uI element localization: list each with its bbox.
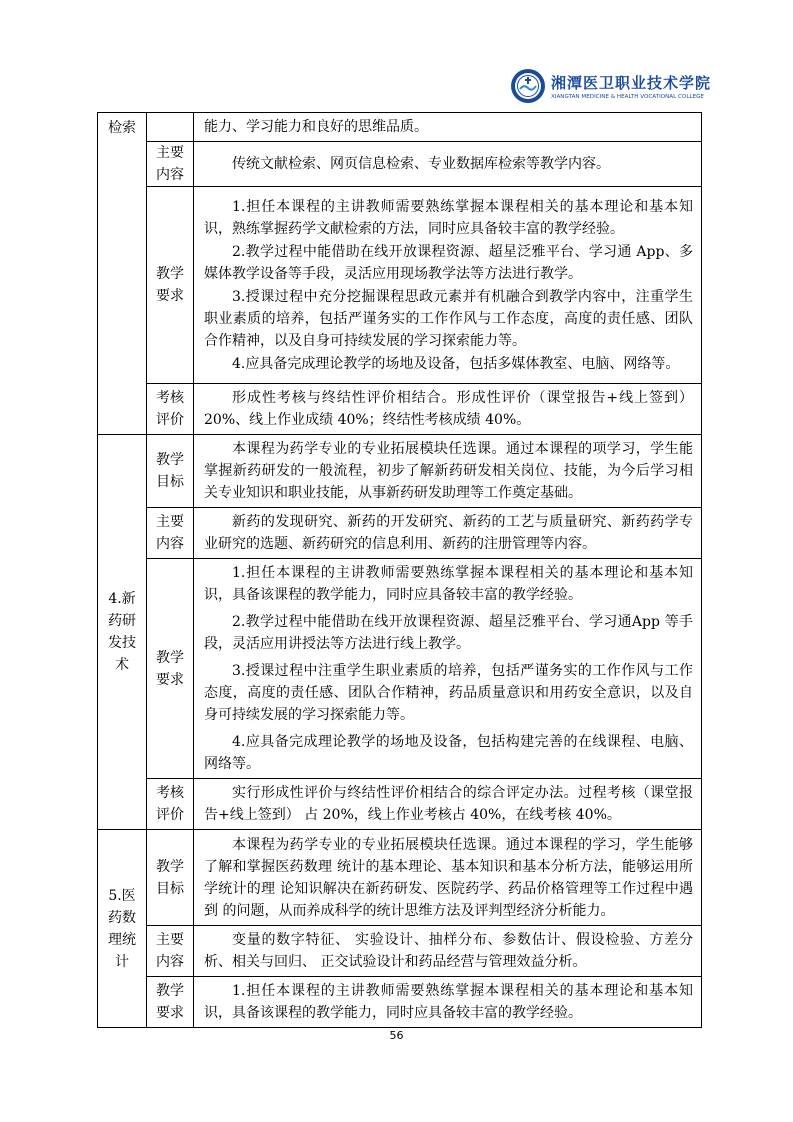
course-name-cell: 4.新药研发技术 [98, 435, 147, 830]
page-number: 56 [389, 1029, 404, 1042]
row-label-cell: 主要内容 [147, 142, 194, 187]
table-row [98, 559, 702, 779]
row-label-cell: 教学要求 [147, 977, 194, 1028]
table-row [98, 113, 702, 142]
paragraph: 本课程为药学专业的专业拓展模块任选课。通过本课程的学习，学生能够了解和掌握医药数理 统计的基本理论、基本知识和基本分析方法，能够运用所学统计的理 论知识解决在新药研发、医院药学、药品价格管理等工作过程中遇到 的问题，从而养成科学的统计思维方法及评判型经济分析能力。 [204, 836, 693, 919]
table-row [98, 508, 702, 559]
row-content-cell [194, 435, 702, 508]
paragraph: 3.授课过程中注重学生职业素质的培养，包括严谨务实的工作作风与工作态度，高度的责任感、团队合作精神，药品质量意识和用药安全意识，以及自身可持续发展的学习探索能力等。 [204, 663, 693, 723]
paragraph: 新药的发现研究、新药的开发研究、新药的工艺与质量研究、新药药学专业研究的选题、新药研究的信息利用、新药的注册管理等内容。 [204, 514, 693, 552]
table-row [98, 384, 702, 435]
row-label-cell: 主要内容 [147, 508, 194, 559]
logo-english-name: XIANGTAN MEDICINE & HEALTH VOCATIONAL COLLEGE [551, 94, 704, 100]
paragraph: 本课程为药学专业的专业拓展模块任选课。通过本课程的项学习，学生能掌握新药研发的一般流程，初步了解新药研发相关岗位、技能，为今后学习相关专业知识和职业技能，从事新药研发助理等工作奠定基础。 [204, 441, 693, 501]
row-label-cell: 教学目标 [147, 435, 194, 508]
row-content-cell [194, 977, 702, 1028]
row-content-cell [194, 187, 702, 384]
paragraph: 4.应具备完成理论教学的场地及设备，包括构建完善的在线课程、电脑、网络等。 [204, 734, 693, 772]
row-content-cell [194, 830, 702, 926]
table-row [98, 926, 702, 977]
table-row [98, 187, 702, 384]
paragraph: 2.教学过程中能借助在线开放课程资源、超星泛雅平台、学习通 App、多媒体教学设备等手段，灵活应用现场教学法等方法进行教学。 [204, 243, 693, 282]
paragraph: 2.教学过程中能借助在线开放课程资源、超星泛雅平台、学习通App 等手段，灵活应用讲授法等方法进行线上教学。 [204, 614, 693, 652]
paragraph: 形成性考核与终结性评价相结合。形成性评价（课堂报告+线上签到） 20%、线上作业成绩 40%；终结性考核成绩 40%。 [204, 390, 693, 428]
paragraph: 4.应具备完成理论教学的场地及设备，包括多媒体教室、电脑、网络等。 [232, 355, 680, 372]
row-content-cell [194, 384, 702, 435]
table-row [98, 830, 702, 926]
row-content-cell [194, 559, 702, 779]
row-label-cell: 考核评价 [147, 779, 194, 830]
row-label-cell: 主要内容 [147, 926, 194, 977]
course-name-cell: 5.医药数理统计 [98, 830, 147, 1028]
row-label-cell [147, 113, 194, 142]
course-name-cell: 检索 [98, 113, 147, 435]
table-row [98, 977, 702, 1028]
row-content-cell [194, 142, 702, 187]
paragraph: 1.担任本课程的主讲教师需要熟练掌握本课程相关的基本理论和基本知识，具备该课程的教学能力，同时应具备较丰富的教学经验。 [204, 565, 693, 603]
logo-chinese-name: 湘潭医卫职业技术学院 [551, 74, 712, 92]
table-row [98, 435, 702, 508]
paragraph: 1.担任本课程的主讲教师需要熟练掌握本课程相关的基本理论和基本知识，具备该课程的教学能力，同时应具备较丰富的教学经验。 [204, 983, 693, 1021]
row-label-cell: 考核评价 [147, 384, 194, 435]
paragraph: 实行形成性评价与终结性评价相结合的综合评定办法。过程考核（课堂报告+线上签到） 占 20%，线上作业考核占 40%，在线考核 40%。 [204, 785, 693, 823]
paragraph: 1.担任本课程的主讲教师需要熟练掌握本课程相关的基本理论和基本知识，熟练掌握药学文献检索的方法，同时应具备较丰富的教学经验。 [204, 198, 693, 237]
table-row [98, 779, 702, 830]
row-label-cell: 教学要求 [147, 559, 194, 779]
row-content-cell [194, 926, 702, 977]
paragraph: 传统文献检索、网页信息检索、专业数据库检索等教学内容。 [232, 156, 610, 172]
row-label-cell: 教学目标 [147, 830, 194, 926]
college-logo [510, 64, 710, 108]
table-row [98, 142, 702, 187]
course-table [97, 112, 702, 1028]
row-content-cell: 能力、学习能力和良好的思维品质。 [194, 113, 702, 142]
row-content-cell [194, 508, 702, 559]
college-emblem-icon [510, 68, 546, 104]
row-content-cell [194, 779, 702, 830]
paragraph: 变量的数字特征、 实验设计、抽样分布、参数估计、假设检验、方差分析、相关与回归、 正交试验设计和药品经营与管理效益分析。 [204, 932, 693, 970]
row-label-cell: 教学要求 [147, 187, 194, 384]
paragraph: 3.授课过程中充分挖掘课程思政元素并有机融合到教学内容中，注重学生职业素质的培养，包括严谨务实的工作作风与工作态度，高度的责任感、团队合作精神，以及自身可持续发展的学习探索能力等。 [204, 288, 693, 349]
